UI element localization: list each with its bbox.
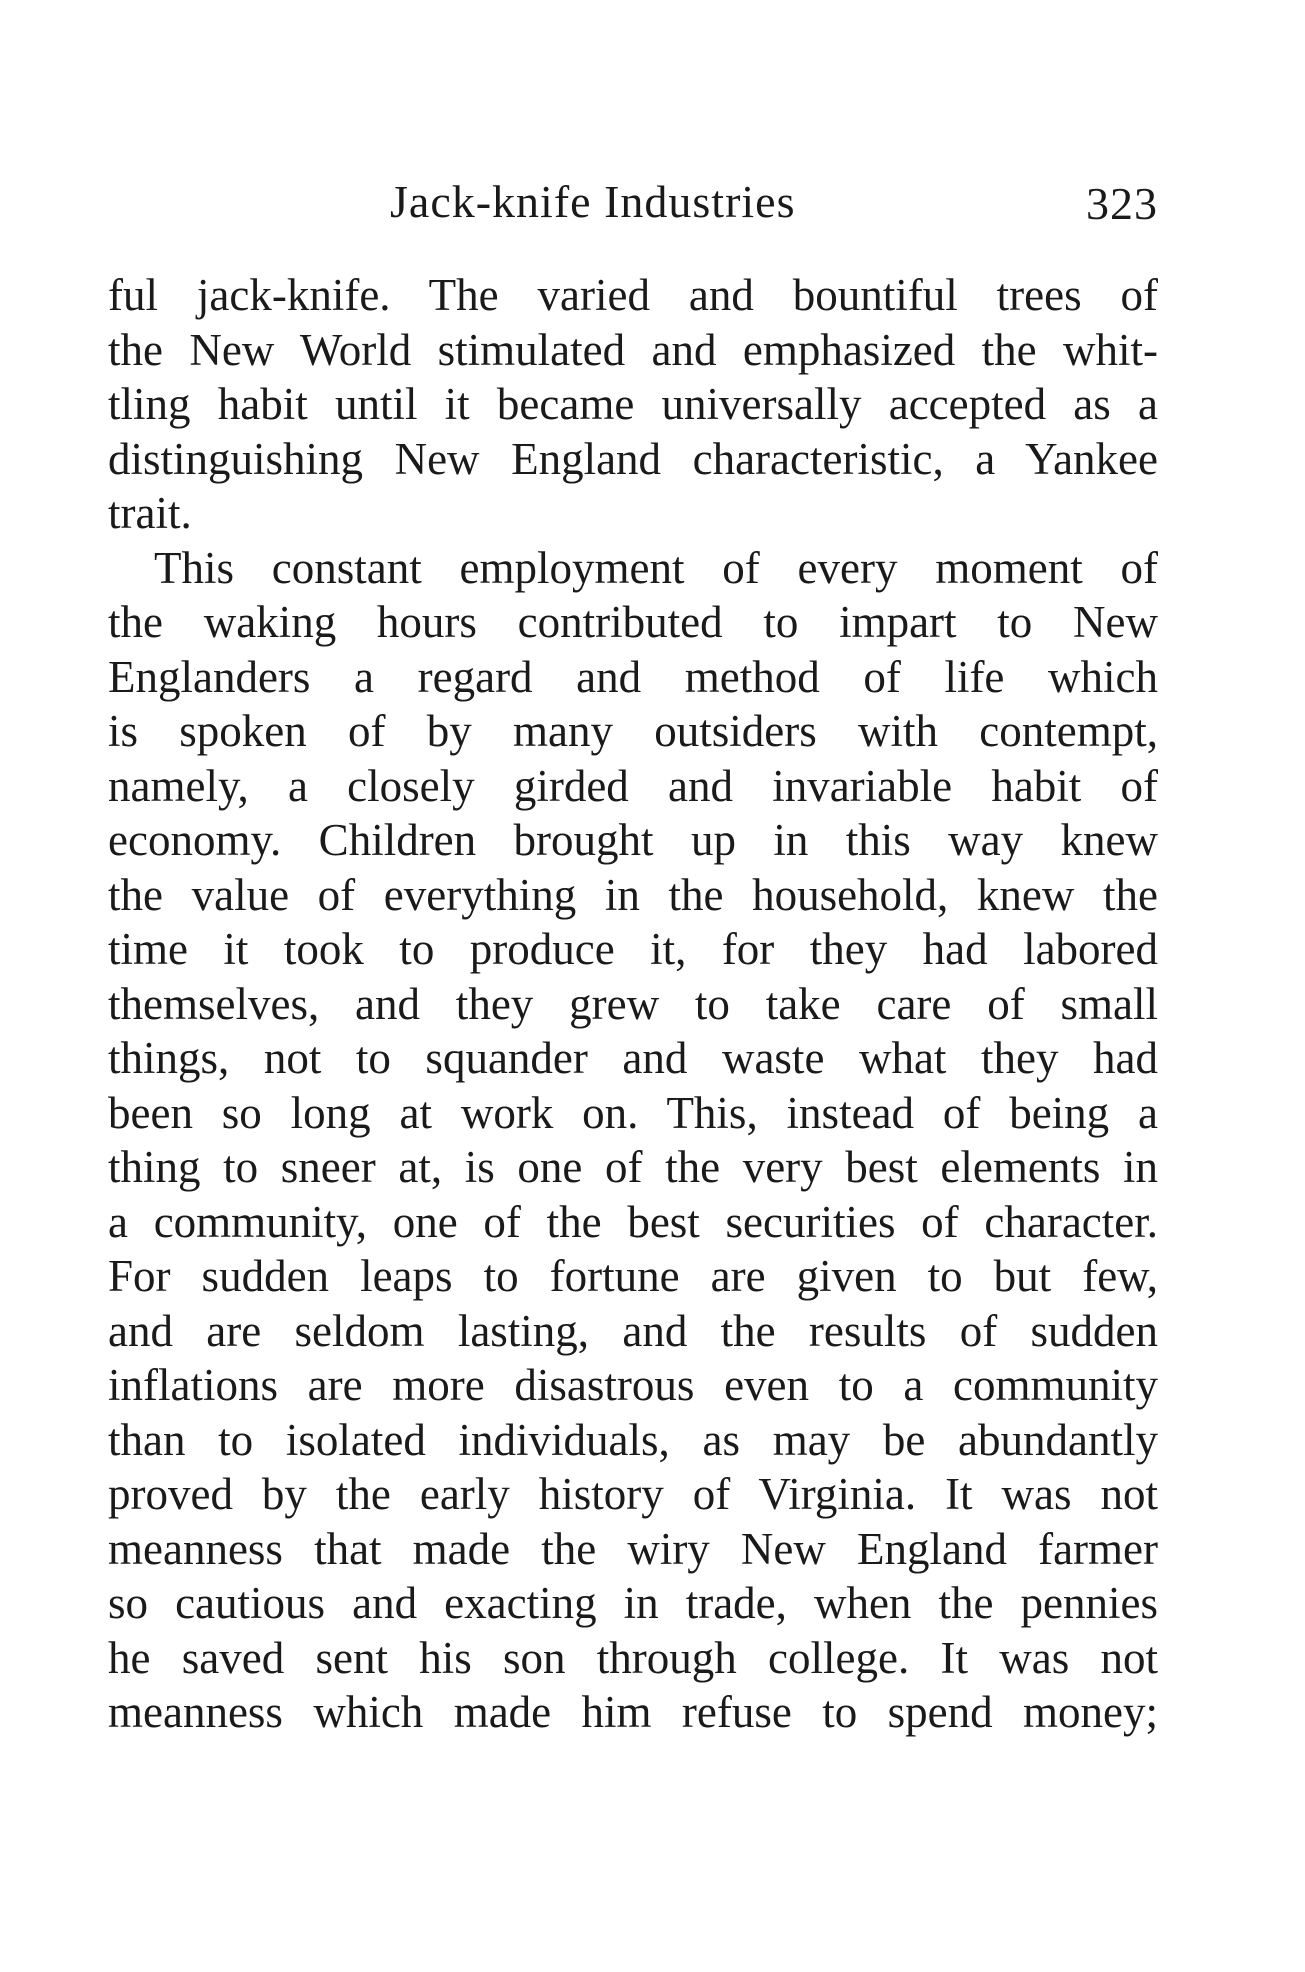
- text-line: For sudden leaps to fortune are given to but few,: [108, 1251, 1158, 1301]
- text-line: tling habit until it became universally accepted as a: [108, 379, 1158, 429]
- text-line: the New World stimulated and emphasized the whit-: [108, 324, 1158, 375]
- text-line: meanness which made him refuse to spend money;: [108, 1687, 1158, 1737]
- text-line: is spoken of by many outsiders with contempt,: [108, 706, 1158, 756]
- running-title: Jack-knife Industries: [390, 176, 796, 227]
- text-line: meanness that made the wiry New England farmer: [108, 1523, 1158, 1574]
- text-line: distinguishing New England characteristic, a Yankee: [108, 433, 1158, 484]
- text-line: things, not to squander and waste what they had: [108, 1033, 1158, 1083]
- text-line: proved by the early history of Virginia. It was not: [108, 1469, 1158, 1519]
- text-line: been so long at work on. This, instead of being a: [108, 1087, 1158, 1138]
- paragraph-first-line: This constant employment of every moment of: [154, 542, 1158, 593]
- page-number: 323: [1086, 178, 1158, 229]
- text-line: the waking hours contributed to impart to New: [108, 597, 1158, 647]
- text-line: thing to sneer at, is one of the very best elements in: [108, 1142, 1158, 1192]
- running-head: [108, 172, 1158, 232]
- text-line: than to isolated individuals, as may be abundantly: [108, 1414, 1158, 1465]
- text-line: Englanders a regard and method of life which: [108, 651, 1158, 702]
- body-text: [108, 268, 1158, 1740]
- text-line: namely, a closely girded and invariable habit of: [108, 760, 1158, 811]
- text-line: economy. Children brought up in this way knew: [108, 815, 1158, 865]
- text-line: so cautious and exacting in trade, when the pennies: [108, 1578, 1158, 1628]
- text-line: a community, one of the best securities of character.: [108, 1196, 1158, 1247]
- text-line: he saved sent his son through college. It was not: [108, 1632, 1158, 1683]
- text-line: themselves, and they grew to take care of small: [108, 978, 1158, 1029]
- text-line: inflations are more disastrous even to a community: [108, 1360, 1158, 1410]
- text-line: ful jack-knife. The varied and bountiful trees of: [108, 270, 1158, 320]
- text-line: and are seldom lasting, and the results of sudden: [108, 1305, 1158, 1356]
- text-line: the value of everything in the household, knew the: [108, 869, 1158, 920]
- text-line: time it took to produce it, for they had labored: [108, 924, 1158, 974]
- text-line: trait.: [108, 488, 192, 538]
